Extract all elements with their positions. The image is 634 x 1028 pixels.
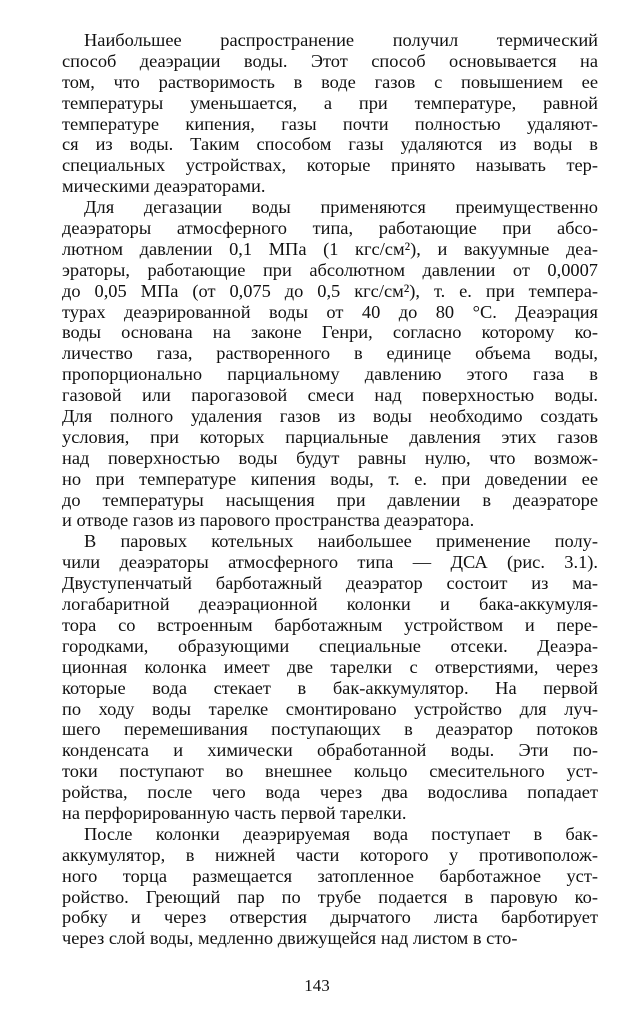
text-line: до 0,05 МПа (от 0,075 до 0,5 кгс/см²), т. е. при темпера- bbox=[62, 280, 598, 301]
page-number: 143 bbox=[304, 976, 330, 995]
text-line: лютном давлении 0,1 МПа (1 кгс/см²), и вакуумные деа- bbox=[62, 238, 598, 259]
text-line: эраторы, работающие при абсолютном давлении от 0,0007 bbox=[62, 259, 598, 280]
text-line: деаэраторы атмосферного типа, работающие при абсо- bbox=[62, 218, 598, 239]
text-line: После колонки деаэрируемая вода поступает в бак- bbox=[84, 823, 598, 844]
text-line: мическими деаэраторами. bbox=[62, 176, 266, 197]
text-line: ного торца размещается затопленное барботажное уст- bbox=[62, 865, 598, 886]
body-text bbox=[62, 30, 598, 949]
text-line: В паровых котельных наибольшее применение полу- bbox=[84, 531, 598, 552]
text-line: личество газа, растворенного в единице объема воды, bbox=[62, 343, 598, 364]
text-line: Наибольшее распространение получил термический bbox=[84, 30, 598, 50]
text-line: ройства, после чего вода через два водослива попадает bbox=[62, 782, 598, 803]
text-line: ройство. Греющий пар по трубе подается в паровую ко- bbox=[62, 886, 598, 907]
text-line: чили деаэраторы атмосферного типа — ДСА (рис. 3.1). bbox=[62, 552, 598, 573]
text-line: ся из воды. Таким способом газы удаляются из воды в bbox=[62, 134, 598, 155]
text-line: шего перемешивания поступающих в деаэратор потоков bbox=[62, 719, 598, 740]
text-line: том, что растворимость в воде газов с повышением ее bbox=[62, 71, 598, 92]
text-line: температуре кипения, газы почти полностью удаляют- bbox=[62, 113, 598, 134]
text-line: но при температуре кипения воды, т. е. при доведении ее bbox=[62, 468, 598, 489]
text-line: по ходу воды тарелке смонтировано устройство для луч- bbox=[62, 698, 598, 719]
text-line: способ деаэрации воды. Этот способ основывается на bbox=[62, 50, 598, 71]
text-line: городками, образующими специальные отсеки. Деаэра- bbox=[62, 635, 598, 656]
text-line: газовой или парогазовой смеси над поверхностью воды. bbox=[62, 385, 598, 406]
text-line: воды основана на законе Генри, согласно которому ко- bbox=[62, 322, 598, 343]
text-line: через слой воды, медленно движущейся над листом в сто- bbox=[62, 928, 518, 949]
text-line: токи поступают во внешнее кольцо смесительного уст- bbox=[62, 761, 598, 782]
paragraph bbox=[62, 197, 598, 531]
text-line: над поверхностью воды будут равны нулю, что возмож- bbox=[62, 447, 598, 468]
text-line: специальных устройствах, которые принято называть тер- bbox=[62, 155, 598, 176]
text-line: Для полного удаления газов из воды необходимо создать bbox=[62, 406, 598, 427]
text-line: пропорционально парциальному давлению этого газа в bbox=[62, 364, 598, 385]
text-line: робку и через отверстия дырчатого листа барботирует bbox=[62, 907, 598, 928]
paragraph bbox=[62, 531, 598, 823]
text-line: ционная колонка имеет две тарелки с отверстиями, через bbox=[62, 656, 598, 677]
paragraph bbox=[62, 30, 598, 197]
text-line: тора со встроенным барботажным устройством и пере- bbox=[62, 614, 598, 635]
text-line: температуры уменьшается, а при температуре, равной bbox=[62, 92, 598, 113]
text-line: Двуступенчатый барботажный деаэратор состоит из ма- bbox=[62, 573, 598, 594]
text-line: и отводе газов из парового пространства деаэратора. bbox=[62, 510, 475, 531]
text-line: условия, при которых парциальные давления этих газов bbox=[62, 426, 598, 447]
text-line: логабаритной деаэрационной колонки и бака-аккумуля- bbox=[62, 594, 598, 615]
text-line: до температуры насыщения при давлении в деаэраторе bbox=[62, 489, 598, 510]
text-line: которые вода стекает в бак-аккумулятор. На первой bbox=[62, 677, 598, 698]
text-line: конденсата и химически обработанной воды. Эти по- bbox=[62, 740, 598, 761]
text-line: аккумулятор, в нижней части которого у противополож- bbox=[62, 844, 598, 865]
text-line: Для дегазации воды применяются преимущественно bbox=[84, 197, 598, 218]
text-line: турах деаэрированной воды от 40 до 80 °С. Деаэрация bbox=[62, 301, 598, 322]
paragraph bbox=[62, 824, 598, 949]
text-line: на перфорированную часть первой тарелки. bbox=[62, 802, 407, 823]
